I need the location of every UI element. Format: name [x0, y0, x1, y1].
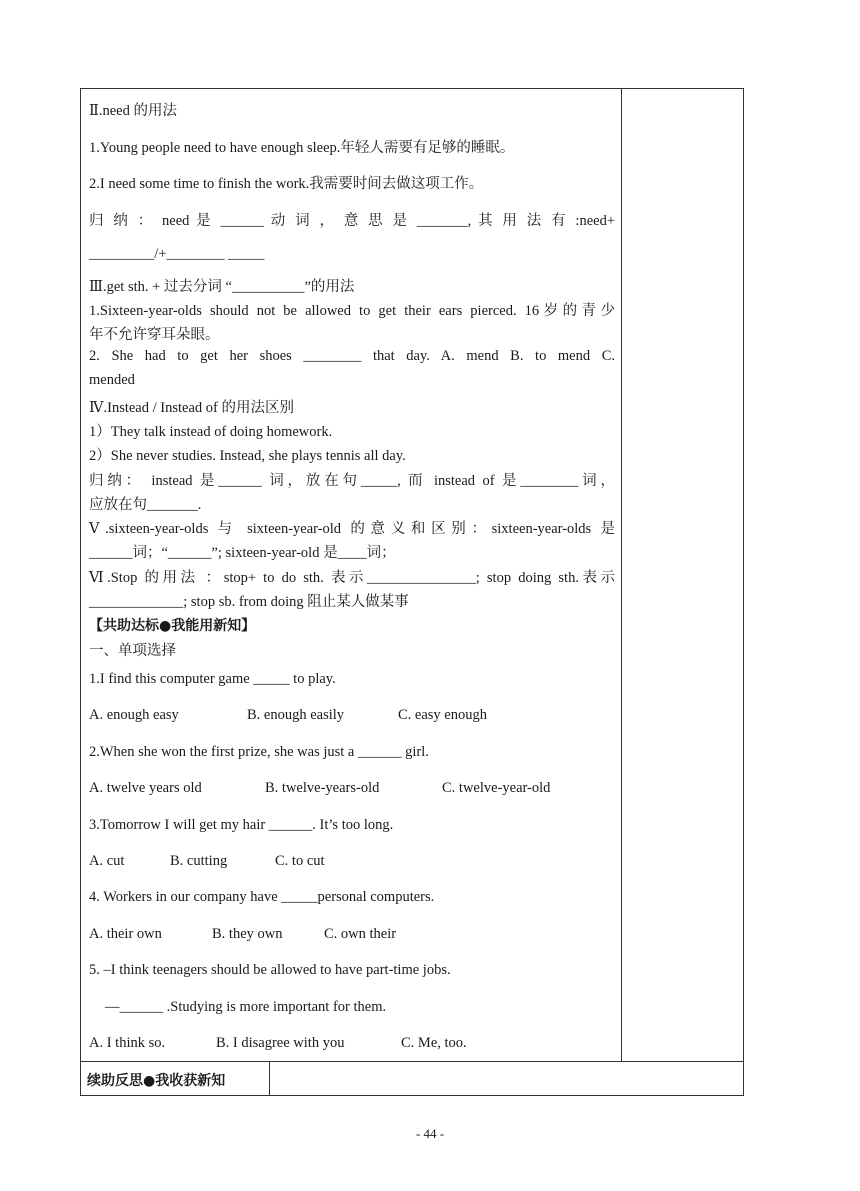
section4-example-1: 1）They talk instead of doing homework.: [89, 424, 333, 440]
question-5: 5. –I think teenagers should be allowed to have part-time jobs.: [89, 962, 451, 978]
section3-title: Ⅲ.get sth. + 过去分词 “__________”的用法: [89, 279, 355, 295]
question-2: 2.When she won the first prize, she was just a ______ girl.: [89, 744, 429, 760]
reflection-row: [81, 1061, 743, 1096]
section4-title: Ⅳ.Instead / Instead of 的用法区别: [89, 400, 294, 416]
q2-option-b: B. twelve-years-old: [265, 780, 380, 796]
question-4: 4. Workers in our company have _____personal computers.: [89, 889, 435, 905]
q3-option-c: C. to cut: [275, 853, 325, 869]
reflection-label: 续助反思●我收获新知: [87, 1073, 226, 1089]
section4-example-2: 2）She never studies. Instead, she plays tennis all day.: [89, 448, 406, 464]
q5-option-c: C. Me, too.: [401, 1035, 467, 1051]
section2-example-1: 1.Young people need to have enough sleep.年轻人需要有足够的睡眠。: [89, 140, 515, 156]
q2-option-a: A. twelve years old: [89, 780, 202, 796]
q4-option-c: C. own their: [324, 926, 397, 942]
practice-subheading: 一、单项选择: [89, 643, 176, 659]
q1-option-c: C. easy enough: [398, 707, 487, 723]
section2-summary-cont: _________/+________ _____: [89, 246, 265, 262]
reflection-divider: [269, 1062, 270, 1096]
section6-line: Ⅵ.Stop 的用法 ：stop+ to do sth. 表示_______________; stop doing sth.表示: [89, 570, 615, 586]
q5-option-b: B. I disagree with you: [216, 1035, 345, 1051]
q1-option-a: A. enough easy: [89, 707, 179, 723]
section6-line-cont: _____________; stop sb. from doing 阻止某人做某事: [89, 594, 409, 610]
page-number: - 44 -: [415, 1126, 445, 1141]
section3-example-1-cont: 年不允许穿耳朵眼。: [89, 327, 220, 343]
q3-option-b: B. cutting: [170, 853, 228, 869]
q1-option-b: B. enough easily: [247, 707, 345, 723]
section2-summary: 归 纳 ： need 是 ______ 动 词 ， 意 思 是 _______, 其 用 法 有 :need+: [89, 213, 615, 229]
section3-example-2: 2. She had to get her shoes ________ that day. A. mend B. to mend C.: [89, 348, 615, 364]
section4-summary-cont: 应放在句_______.: [89, 497, 202, 513]
section3-example-2-cont: mended: [89, 372, 135, 388]
section5-line-cont: ______词；“______”; sixteen-year-old 是____词；: [89, 545, 396, 561]
section3-example-1: 1.Sixteen-year-olds should not be allowed to get their ears pierced. 16岁的青少: [89, 303, 615, 319]
q5-option-a: A. I think so.: [89, 1035, 166, 1051]
practice-heading: 【共助达标●我能用新知】: [89, 618, 256, 634]
q3-option-a: A. cut: [89, 853, 125, 869]
question-3: 3.Tomorrow I will get my hair ______. It’s too long.: [89, 817, 394, 833]
q2-option-c: C. twelve-year-old: [442, 780, 551, 796]
right-column-divider: [621, 89, 622, 1061]
question-1: 1.I find this computer game _____ to play.: [89, 671, 336, 687]
section2-title: Ⅱ.need 的用法: [89, 103, 177, 119]
section4-summary: 归纳： instead 是______ 词，放在句_____, 而 instead of 是________词，: [89, 473, 615, 489]
question-5-reply: —______ .Studying is more important for them.: [105, 999, 387, 1015]
q4-option-b: B. they own: [212, 926, 283, 942]
q4-option-a: A. their own: [89, 926, 162, 942]
worksheet-table: [80, 88, 744, 1096]
section2-example-2: 2.I need some time to finish the work.我需要时间去做这项工作。: [89, 176, 484, 192]
section5-line: Ⅴ.sixteen-year-olds 与 sixteen-year-old 的意义和区别：sixteen-year-olds 是: [89, 521, 615, 537]
